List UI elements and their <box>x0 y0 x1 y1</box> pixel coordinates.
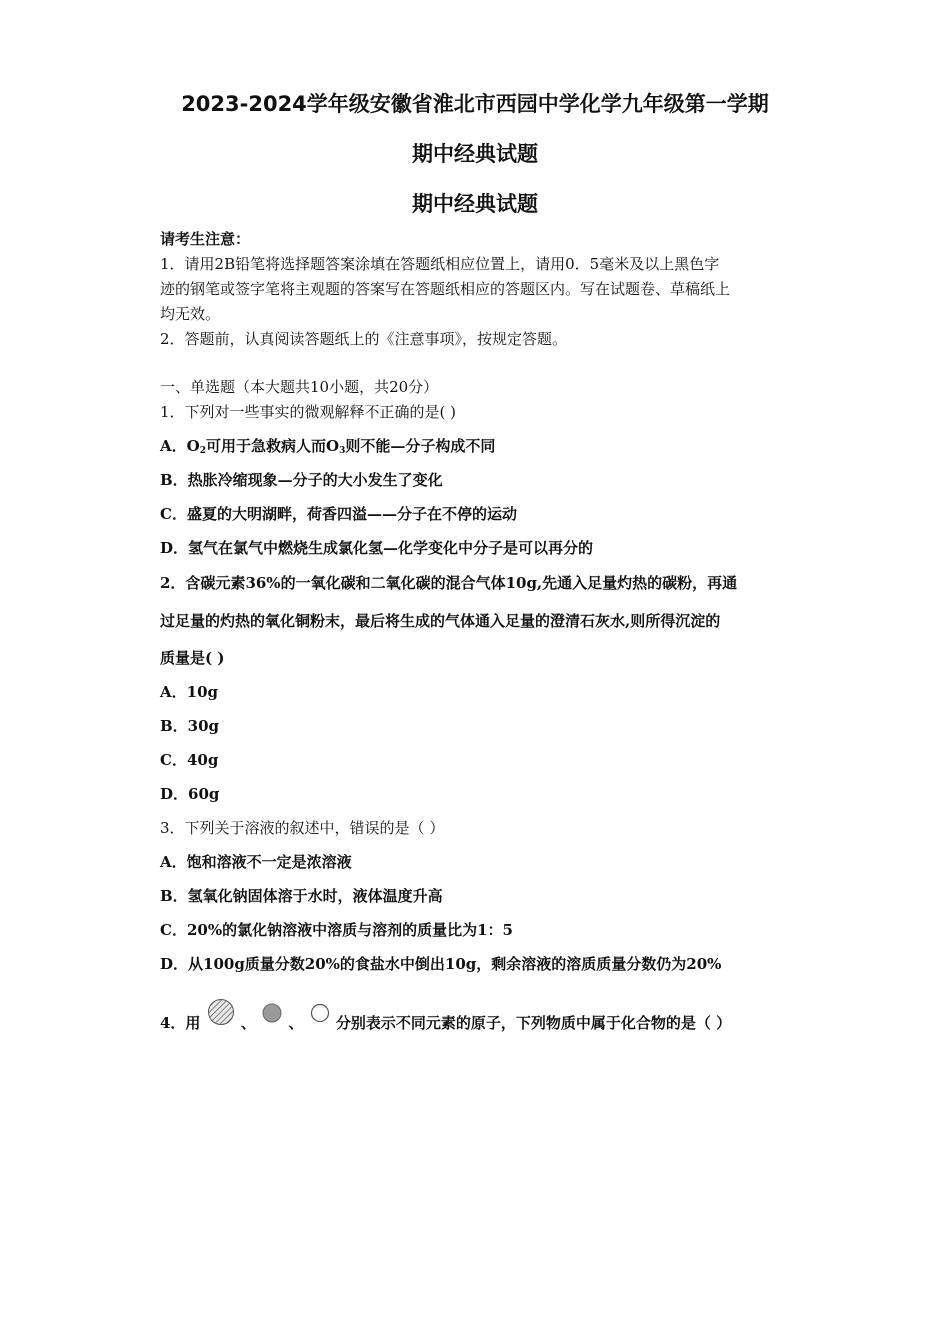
notice-item-1-line-1: 1．请用2B铅笔将选择题答案涂填在答题纸相应位置上，请用0．5毫米及以上黑色字 <box>160 255 720 273</box>
white-atom-icon <box>309 1002 331 1024</box>
q1-a-prefix: A．O <box>160 437 200 455</box>
gray-atom-icon <box>261 1002 283 1024</box>
q3-stem: 3．下列关于溶液的叙述中，错误的是（ ） <box>160 819 445 837</box>
q2-stem-line-2: 过足量的灼热的氧化铜粉末，最后将生成的气体通入足量的澄清石灰水,则所得沉淀的 <box>160 612 721 630</box>
q1-option-b: B．热胀冷缩现象—分子的大小发生了变化 <box>160 471 443 489</box>
q4-suffix: 分别表示不同元素的原子，下列物质中属于化合物的是（ ） <box>335 1014 732 1032</box>
q1-option-d: D．氢气在氯气中燃烧生成氯化氢—化学变化中分子是可以再分的 <box>160 539 594 557</box>
notice-item-1-line-2: 迹的钢笔或签字笔将主观题的答案写在答题纸相应的答题区内。写在试题卷、草稿纸上 <box>160 280 731 298</box>
q4-separator-1: 、 <box>240 1014 256 1032</box>
hatched-atom-icon <box>206 998 236 1026</box>
q1-a-sub-2: 2 <box>199 446 206 456</box>
q4-prefix: 4．用 <box>160 1014 201 1032</box>
q2-option-d: D．60g <box>160 785 220 803</box>
q2-stem-line-1: 2．含碳元素36%的一氧化碳和二氧化碳的混合气体10g,先通入足量灼热的碳粉，再通 <box>160 574 738 592</box>
q2-option-b: B．30g <box>160 717 220 735</box>
q3-option-c: C．20%的氯化钠溶液中溶质与溶剂的质量比为1：5 <box>160 921 513 939</box>
q1-option-a <box>160 435 495 456</box>
q2-option-c: C．40g <box>160 751 219 769</box>
q3-option-a: A．饱和溶液不一定是浓溶液 <box>160 853 352 871</box>
q2-option-a: A．10g <box>160 683 219 701</box>
title-line-2: 期中经典试题 <box>412 142 538 166</box>
notice-item-2: 2．答题前，认真阅读答题纸上的《注意事项》，按规定答题。 <box>160 330 568 348</box>
title-line-3: 期中经典试题 <box>412 192 538 216</box>
q3-option-d: D．从100g质量分数20%的食盐水中倒出10g，剩余溶液的溶质质量分数仍为20% <box>160 955 722 973</box>
q1-stem: 1．下列对一些事实的微观解释不正确的是( ) <box>160 403 457 421</box>
title-line-1: 2023-2024学年级安徽省淮北市西园中学化学九年级第一学期 <box>181 92 769 116</box>
q3-option-b: B．氢氧化钠固体溶于水时，液体温度升高 <box>160 887 443 905</box>
q4-stem <box>160 998 731 1033</box>
q2-stem-line-3: 质量是( ) <box>160 649 225 667</box>
q1-a-suffix: 则不能—分子构成不同 <box>345 437 496 455</box>
q1-option-c: C．盛夏的大明湖畔，荷香四溢——分子在不停的运动 <box>160 505 517 523</box>
notice-item-1-line-3: 均无效。 <box>160 305 221 323</box>
section-heading: 一、单选题（本大题共10小题，共20分） <box>160 378 439 396</box>
q1-a-mid: 可用于急救病人而O <box>205 437 340 455</box>
notice-heading: 请考生注意： <box>160 230 251 248</box>
q4-separator-2: 、 <box>288 1014 304 1032</box>
q1-a-sub-3: 3 <box>339 446 346 456</box>
